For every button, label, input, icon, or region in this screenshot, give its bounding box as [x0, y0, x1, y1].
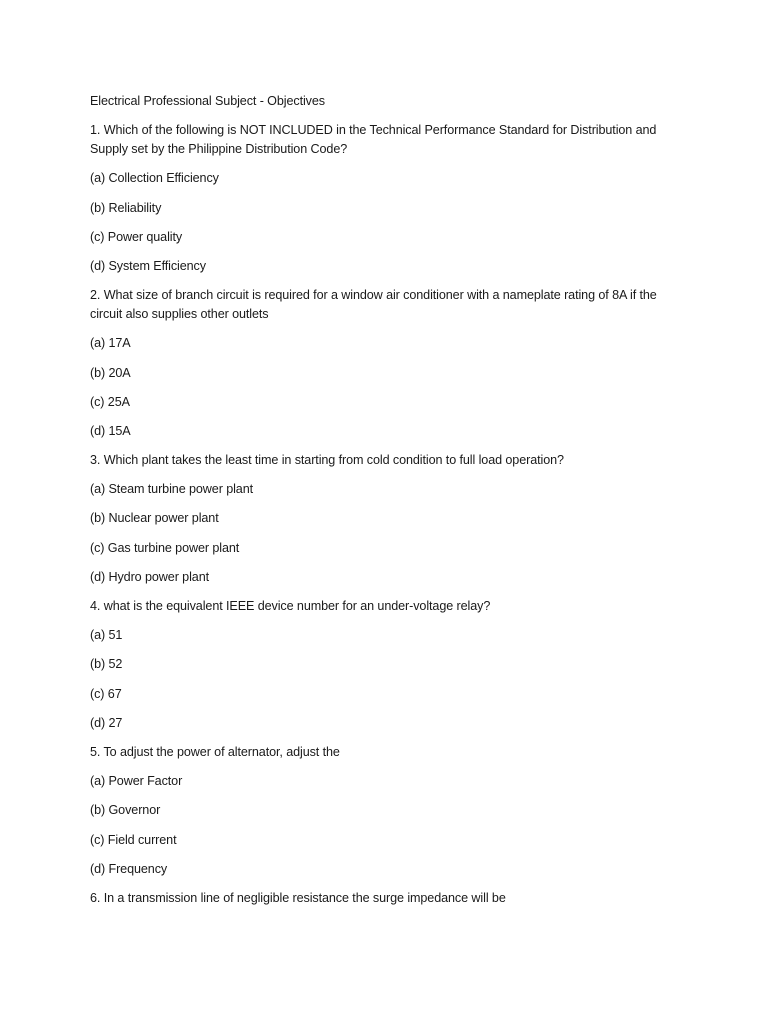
option-5b: (b) Governor	[90, 803, 161, 818]
option-1a: (a) Collection Efficiency	[90, 171, 219, 186]
option-2a: (a) 17A	[90, 336, 131, 351]
option-4c: (c) 67	[90, 686, 122, 701]
document-title: Electrical Professional Subject - Objectives	[90, 94, 325, 108]
option-1d: (d) System Efficiency	[90, 258, 206, 273]
option-1c: (c) Power quality	[90, 229, 183, 244]
option-2c: (c) 25A	[90, 394, 130, 409]
option-5d: (d) Frequency	[90, 861, 168, 876]
question-3: 3. Which plant takes the least time in starting from cold condition to full load operation?	[90, 453, 564, 468]
option-5a: (a) Power Factor	[90, 774, 183, 789]
question-2: 2. What size of branch circuit is required for a window air conditioner with a nameplate rating of 8A if the circuit also supplies other outlets	[90, 288, 657, 322]
option-1b: (b) Reliability	[90, 200, 162, 215]
option-5c: (c) Field current	[90, 832, 177, 847]
option-3d: (d) Hydro power plant	[90, 569, 209, 584]
question-6: 6. In a transmission line of negligible resistance the surge impedance will be	[90, 890, 506, 905]
question-4: 4. what is the equivalent IEEE device number for an under-voltage relay?	[90, 599, 491, 613]
option-4d: (d) 27	[90, 715, 123, 730]
option-2b: (b) 20A	[90, 365, 131, 380]
option-4a: (a) 51	[90, 628, 123, 643]
option-3a: (a) Steam turbine power plant	[90, 482, 254, 497]
question-1: 1. Which of the following is NOT INCLUDED in the Technical Performance Standard for Distribution and Supply set by the Philippine Distribution Code?	[90, 123, 657, 157]
document-page	[90, 92, 680, 918]
option-4b: (b) 52	[90, 657, 123, 672]
option-3b: (b) Nuclear power plant	[90, 511, 219, 526]
question-5: 5. To adjust the power of alternator, adjust the	[90, 744, 340, 759]
option-3c: (c) Gas turbine power plant	[90, 540, 240, 555]
option-2d: (d) 15A	[90, 423, 131, 438]
